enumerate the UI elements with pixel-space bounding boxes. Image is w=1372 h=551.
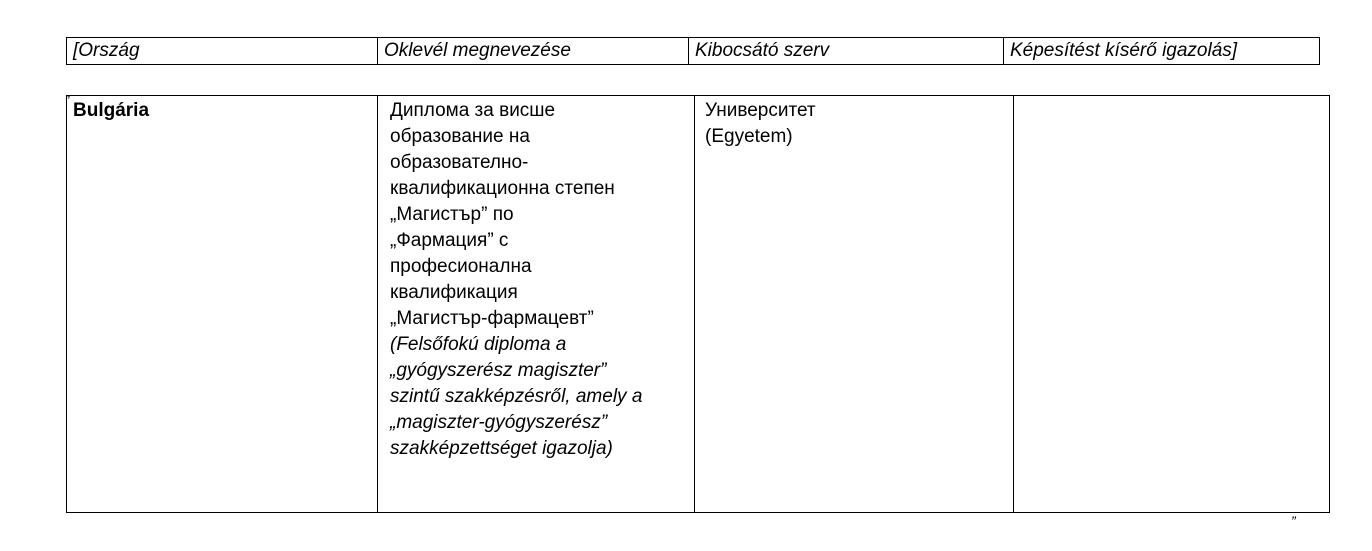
issuer-cell (695, 96, 1014, 513)
diploma-line: „Магистър” по (390, 204, 514, 225)
diploma-line: професионална (390, 256, 532, 277)
opening-quote-mark: „ (66, 84, 71, 100)
diploma-translation-line: „magiszter-gyógyszerész” (390, 412, 608, 433)
diploma-line: квалификация (390, 282, 518, 303)
issuer-line: (Egyetem) (705, 126, 793, 147)
diploma-line: образователно- (390, 152, 529, 173)
header-issuer: Kibocsátó szerv (689, 38, 1004, 65)
table-row (67, 96, 1330, 513)
diploma-line: „Магистър-фармацевт” (390, 308, 594, 329)
header-country: [Ország (67, 38, 378, 65)
country-cell: Bulgária (67, 96, 378, 513)
header-certificate: Képesítést kísérő igazolás] (1004, 38, 1320, 65)
entry-table (66, 95, 1330, 513)
header-diploma: Oklevél megnevezése (378, 38, 689, 65)
certificate-cell (1014, 96, 1330, 513)
diploma-line: образование на (390, 126, 530, 147)
diploma-translation-line: (Felsőfokú diploma a (390, 334, 567, 355)
diploma-line: Диплома за висше (390, 100, 556, 121)
diploma-line: квалификационна степен (390, 178, 615, 199)
diploma-translation-line: szakképzettséget igazolja) (390, 438, 613, 459)
header-table (66, 37, 1320, 65)
diploma-translation-line: szintű szakképzésről, amely a (390, 386, 643, 407)
diploma-translation-line: „gyógyszerész magiszter” (390, 360, 607, 381)
diploma-cell (378, 96, 695, 513)
diploma-line: „Фармация” с (390, 230, 509, 251)
issuer-line: Университет (705, 100, 816, 121)
header-row (67, 38, 1320, 65)
closing-quote-mark: ” (1291, 513, 1296, 529)
